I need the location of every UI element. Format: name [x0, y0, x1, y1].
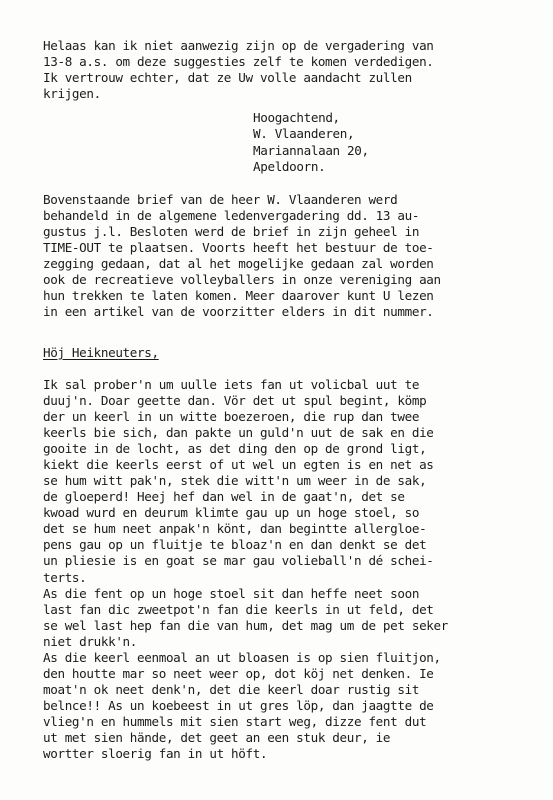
signature-line: Mariannalaan 20,	[253, 143, 369, 158]
article-line: vlieg'n en hummels mit sien start weg, dizze fent dut	[43, 714, 427, 729]
article-line: moat'n ok neet denk'n, det die keerl doar rustig sit	[43, 682, 420, 697]
article-line: der un keerl in un witte boezeroen, die rup dan twee	[43, 409, 420, 424]
article-line: se wel last hep fan die van hum, det mag um de pet seker	[43, 618, 448, 633]
letter-line: 13-8 a.s. om deze suggesties zelf te komen verdedigen.	[43, 54, 434, 69]
article-line: un pliesie is en goat se mar gau volieball'n dé schei-	[43, 553, 434, 568]
editorial-line: hun trekken te laten komen. Meer daarover kunt U lezen	[43, 288, 434, 303]
editorial-line: in een artikel van de voorzitter elders in dit nummer.	[43, 304, 434, 319]
letter-line: krijgen.	[43, 86, 101, 101]
article-line: kwoad wurd en deurum klimte gau up un hoge stoel, so	[43, 505, 420, 520]
article-line: wortter sloerig fan in ut höft.	[43, 746, 268, 761]
article-line: gooite in de locht, as det ding den op de grond ligt,	[43, 441, 427, 456]
article-line: As die keerl eenmoal an ut bloasen is op sien fluitjon,	[43, 650, 441, 665]
article-line: ut met sien hände, det geet an een stuk deur, ie	[43, 730, 391, 745]
editorial-line: behandeld in de algemene ledenvergadering dd. 13 au-	[43, 208, 420, 223]
article-line: duuj'n. Doar geette dan. Vör det ut spul begint, kömp	[43, 393, 427, 408]
signature-line: Hoogachtend,	[253, 110, 340, 125]
article-line: kiekt die keerls eerst of ut wel un egten is en net as	[43, 457, 434, 472]
article-line: det se hum neet anpak'n könt, dan begintte allergloe-	[43, 521, 427, 536]
article-line: den houtte mar so neet weer op, dot köj net denken. Ie	[43, 666, 434, 681]
article-line: pens gau op un fluitje te bloaz'n en dan denkt se det	[43, 537, 427, 552]
editorial-line: zegging gedaan, dat al het mogelijke gedaan zal worden	[43, 256, 434, 271]
article-line: Ik sal prober'n um uulle iets fan ut volicbal uut te	[43, 377, 420, 392]
article-line: se hum witt pak'n, stek die witt'n um weer in de sak,	[43, 473, 427, 488]
editorial-line: TIME-OUT te plaatsen. Voorts heeft het bestuur de toe-	[43, 240, 434, 255]
article-heading: Höj Heikneuters,	[43, 345, 159, 360]
article-line: de gloeperd! Heej hef dan wel in de gaat'n, det se	[43, 489, 405, 504]
article-line: belnce!! As un koebeest in ut gres löp, dan jaagtte de	[43, 698, 434, 713]
article-line: niet drukk'n.	[43, 634, 138, 649]
editorial-line: Bovenstaande brief van de heer W. Vlaanderen werd	[43, 192, 398, 207]
letter-line: Helaas kan ik niet aanwezig zijn op de vergadering van	[43, 38, 434, 53]
article-line: As die fent op un hoge stoel sit dan heffe neet soon	[43, 586, 420, 601]
editorial-line: ook de recreatieve volleyballers in onze vereniging aan	[43, 272, 441, 287]
article-line: keerls bie sich, dan pakte un guld'n uut de sak en die	[43, 425, 434, 440]
signature-line: W. Vlaanderen,	[253, 126, 355, 141]
signature-line: Apeldoorn.	[253, 159, 326, 174]
editorial-line: gustus j.l. Besloten werd de brief in zijn geheel in	[43, 224, 420, 239]
article-line: last fan dic zweetpot'n fan die keerls in ut feld, det	[43, 602, 434, 617]
article-line: terts.	[43, 570, 87, 585]
letter-line: Ik vertrouw echter, dat ze Uw volle aandacht zullen	[43, 70, 412, 85]
